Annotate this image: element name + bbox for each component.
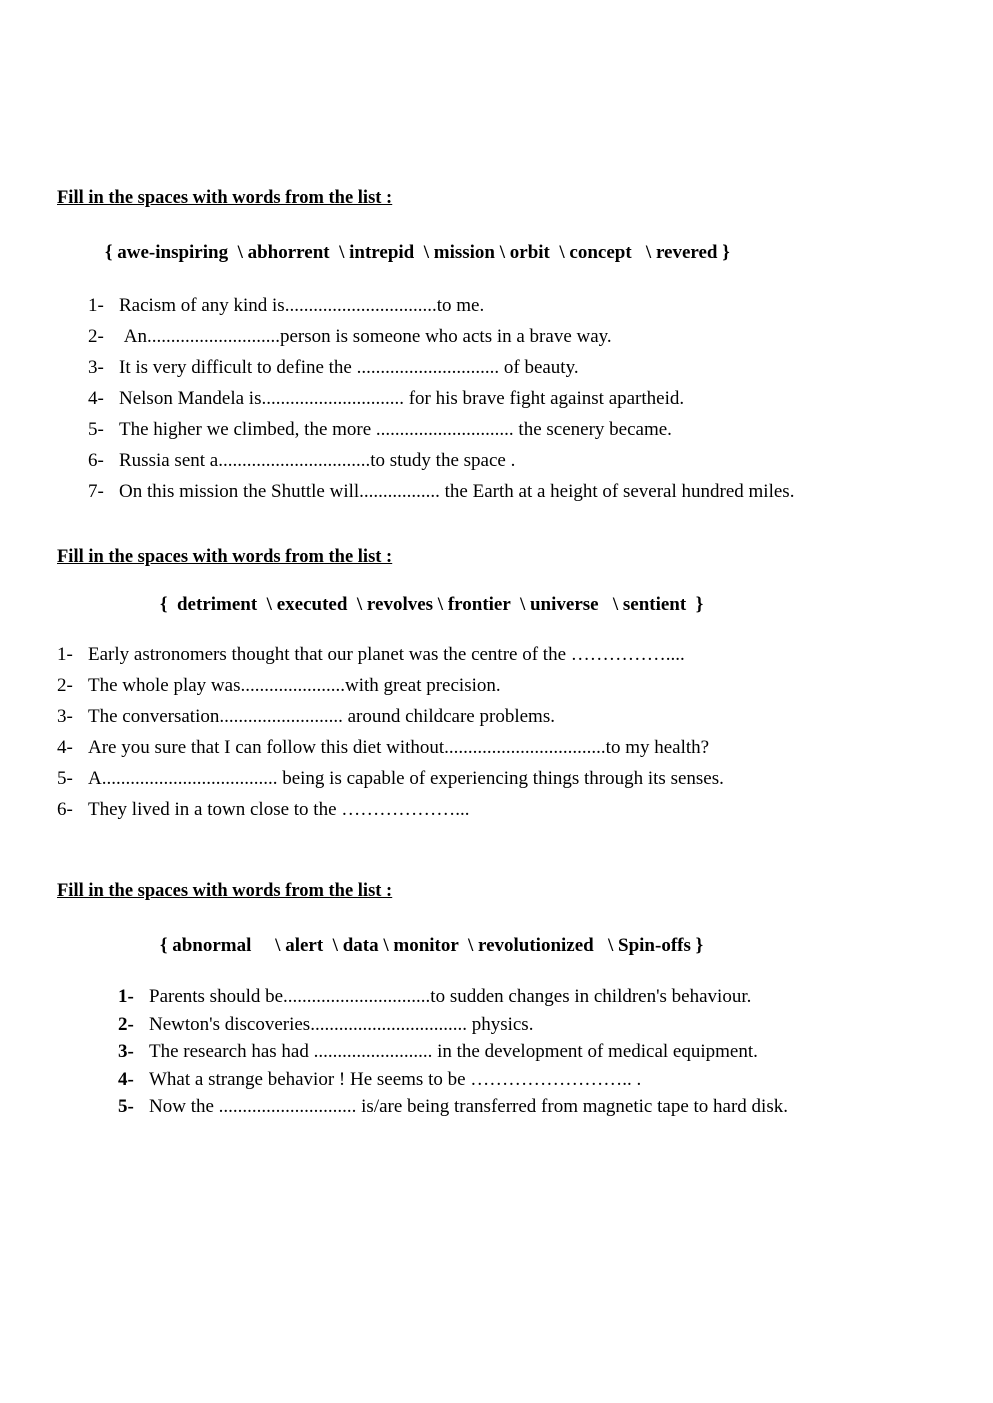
exercise-item [57,763,953,794]
item-number: 2- [118,1013,134,1035]
item-number: 7- [88,481,104,502]
item-text: Nelson Mandela is.............................. for his brave fight against apartheid. [119,388,685,409]
exercise-section-2 [57,547,953,825]
word-list: { detriment \ executed \ revolves \ frontier \ universe \ sentient } [160,594,704,615]
exercise-item [118,1093,953,1121]
item-text: They lived in a town close to the ………………... [88,799,470,820]
item-number: 3- [118,1041,134,1062]
item-number: 5- [88,419,104,440]
item-text: The research has had ......................... in the development of medical equipment. [149,1041,758,1062]
exercise-item [57,794,953,825]
exercise-list [118,983,953,1121]
exercise-item [57,701,953,732]
exercise-item [88,476,953,507]
item-text: Now the ............................. is/are being transferred from magnetic tape to hard disk. [149,1096,788,1117]
item-text: Early astronomers thought that our planet was the centre of the …………….... [88,644,685,665]
item-number: 5- [118,1096,134,1117]
item-number: 4- [88,388,104,409]
item-text: Are you sure that I can follow this diet without..................................to my health? [88,737,710,758]
item-text: A..................................... being is capable of experiencing things through its senses. [88,768,724,789]
item-number: 3- [88,357,104,378]
item-text: The higher we climbed, the more ............................. the scenery became. [119,419,672,440]
item-text: On this mission the Shuttle will................. the Earth at a height of several hundred miles. [119,481,795,502]
item-number: 5- [57,768,73,789]
exercise-item [88,352,953,383]
item-text: Parents should be...............................to sudden changes in children's behaviour. [149,986,752,1007]
item-number: 1- [118,986,134,1007]
word-list: { awe-inspiring \ abhorrent \ intrepid \ mission \ orbit \ concept \ revered } [105,242,730,263]
exercise-item [88,321,953,352]
exercise-item [88,445,953,476]
exercise-item [118,983,953,1011]
exercise-list [88,290,953,507]
item-number: 2- [88,326,104,347]
word-list: { abnormal \ alert \ data \ monitor \ revolutionized \ Spin-offs } [160,935,704,956]
item-text: It is very difficult to define the .............................. of beauty. [119,357,579,378]
section-heading: Fill in the spaces with words from the list : [57,547,393,567]
item-text: What a strange behavior ! He seems to be …………………….. . [149,1068,642,1090]
exercise-item [118,1066,953,1094]
section-heading: Fill in the spaces with words from the list : [57,188,393,208]
item-number: 4- [57,737,73,758]
item-number: 3- [57,706,73,727]
item-number: 1- [57,644,73,665]
item-number: 6- [88,450,104,471]
exercise-item [118,1038,953,1066]
item-text: An............................person is someone who acts in a brave way. [119,326,612,347]
exercise-item [88,414,953,445]
exercise-section-1 [57,188,953,507]
item-text: The conversation.......................... around childcare problems. [88,706,555,727]
exercise-item [57,670,953,701]
item-number: 4- [118,1068,134,1090]
exercise-list [57,639,953,825]
exercise-item [88,383,953,414]
section-heading: Fill in the spaces with words from the list : [57,881,393,901]
item-text: Newton's discoveries................................. physics. [149,1013,534,1035]
exercise-item [57,732,953,763]
exercise-section-3 [57,881,953,1121]
exercise-item [88,290,953,321]
item-text: The whole play was......................with great precision. [88,675,501,696]
item-text: Racism of any kind is................................to me. [119,295,485,316]
exercise-item [57,639,953,670]
item-number: 2- [57,675,73,696]
exercise-item [118,1011,953,1039]
item-number: 6- [57,799,73,820]
item-text: Russia sent a................................to study the space . [119,450,516,471]
item-number: 1- [88,295,104,316]
